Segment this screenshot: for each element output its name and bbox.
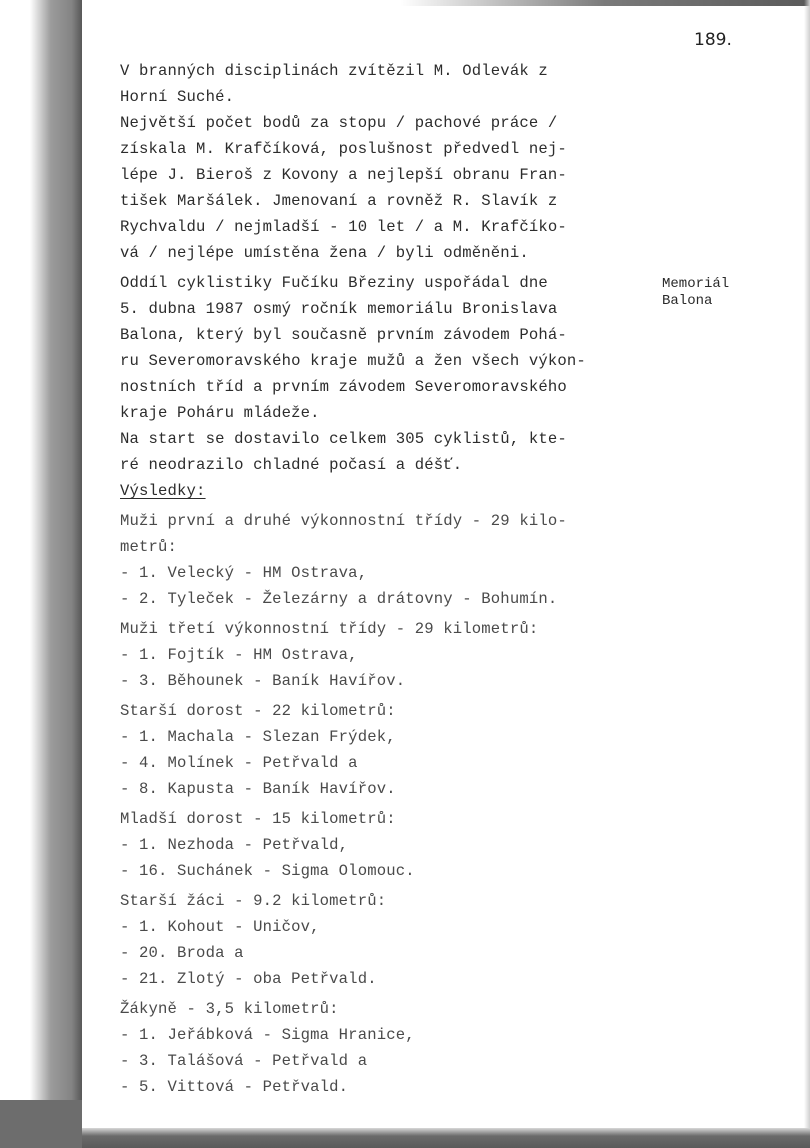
text-line: Muži první a druhé výkonnostní třídy - 29 kilo- (120, 512, 567, 530)
text-line: nostních tříd a prvním závodem Severomoravského (120, 378, 567, 396)
text-line: 5. dubna 1987 osmý ročník memoriálu Bronislava (120, 300, 558, 318)
text-line: Rychvaldu / nejmladší - 10 let / a M. Krafčíko- (120, 218, 567, 236)
text-line: - 16. Suchánek - Sigma Olomouc. (120, 862, 415, 880)
text-line: Horní Suché. (120, 88, 235, 106)
text-line: - 3. Běhounek - Baník Havířov. (120, 672, 406, 690)
page-number: 189. (694, 30, 732, 50)
text-line: Muži třetí výkonnostní třídy - 29 kilometrů: (120, 620, 539, 638)
text-line: - 1. Velecký - HM Ostrava, (120, 564, 368, 582)
text-line: metrů: (120, 538, 178, 556)
text-line: - 1. Machala - Slezan Frýdek, (120, 728, 396, 746)
text-line: lépe J. Bieroš z Kovony a nejlepší obranu Fran- (120, 166, 567, 184)
text-line: - 8. Kapusta - Baník Havířov. (120, 780, 396, 798)
text-line: - 1. Kohout - Uničov, (120, 918, 320, 936)
text-line: Mladší dorost - 15 kilometrů: (120, 810, 396, 828)
text-line: ru Severomoravského kraje mužů a žen všech výkon- (120, 352, 586, 370)
text-line: tišek Maršálek. Jmenovaní a rovněž R. Slavík z (120, 192, 558, 210)
text-line: Balona, který byl současně prvním závodem Pohá- (120, 326, 567, 344)
binding-shadow (30, 0, 82, 1148)
text-line: vá / nejlépe umístěna žena / byli odměněni. (120, 244, 529, 262)
text-line: - 3. Talášová - Petřvald a (120, 1052, 368, 1070)
text-line: - 1. Fojtík - HM Ostrava, (120, 646, 358, 664)
text-line: - 1. Jeřábková - Sigma Hranice, (120, 1026, 415, 1044)
top-edge-shadow (400, 0, 810, 6)
margin-note-line: Balona (662, 293, 713, 309)
text-line: Žákyně - 3,5 kilometrů: (120, 1000, 339, 1018)
results-heading: Výsledky: (120, 482, 206, 500)
bottom-edge-shadow (0, 1128, 810, 1148)
text-line: Na start se dostavilo celkem 305 cyklistů, kte- (120, 430, 567, 448)
text-line: - 20. Broda a (120, 944, 244, 962)
text-line: Největší počet bodů za stopu / pachové práce / (120, 114, 558, 132)
text-line: získala M. Krafčíková, poslušnost předvedl nej- (120, 140, 567, 158)
right-edge-shadow (804, 0, 810, 1148)
margin-note-line: Memoriál (662, 276, 730, 292)
margin-note (662, 276, 729, 310)
text-line: Starší žáci - 9.2 kilometrů: (120, 892, 387, 910)
text-line: Oddíl cyklistiky Fučíku Březiny uspořádal dne (120, 274, 548, 292)
text-line: ré neodrazilo chladné počasí a déšť. (120, 456, 463, 474)
text-line: V branných disciplinách zvítězil M. Odlevák z (120, 62, 548, 80)
text-line: - 21. Zlotý - oba Petřvald. (120, 970, 377, 988)
text-line: - 1. Nezhoda - Petřvald, (120, 836, 349, 854)
text-line: - 4. Molínek - Petřvald a (120, 754, 358, 772)
text-line: Starší dorost - 22 kilometrů: (120, 702, 396, 720)
text-line: kraje Poháru mládeže. (120, 404, 320, 422)
text-line: - 2. Tyleček - Železárny a drátovny - Bohumín. (120, 590, 558, 608)
text-line: - 5. Vittová - Petřvald. (120, 1078, 349, 1096)
corner-shadow (0, 1100, 82, 1148)
